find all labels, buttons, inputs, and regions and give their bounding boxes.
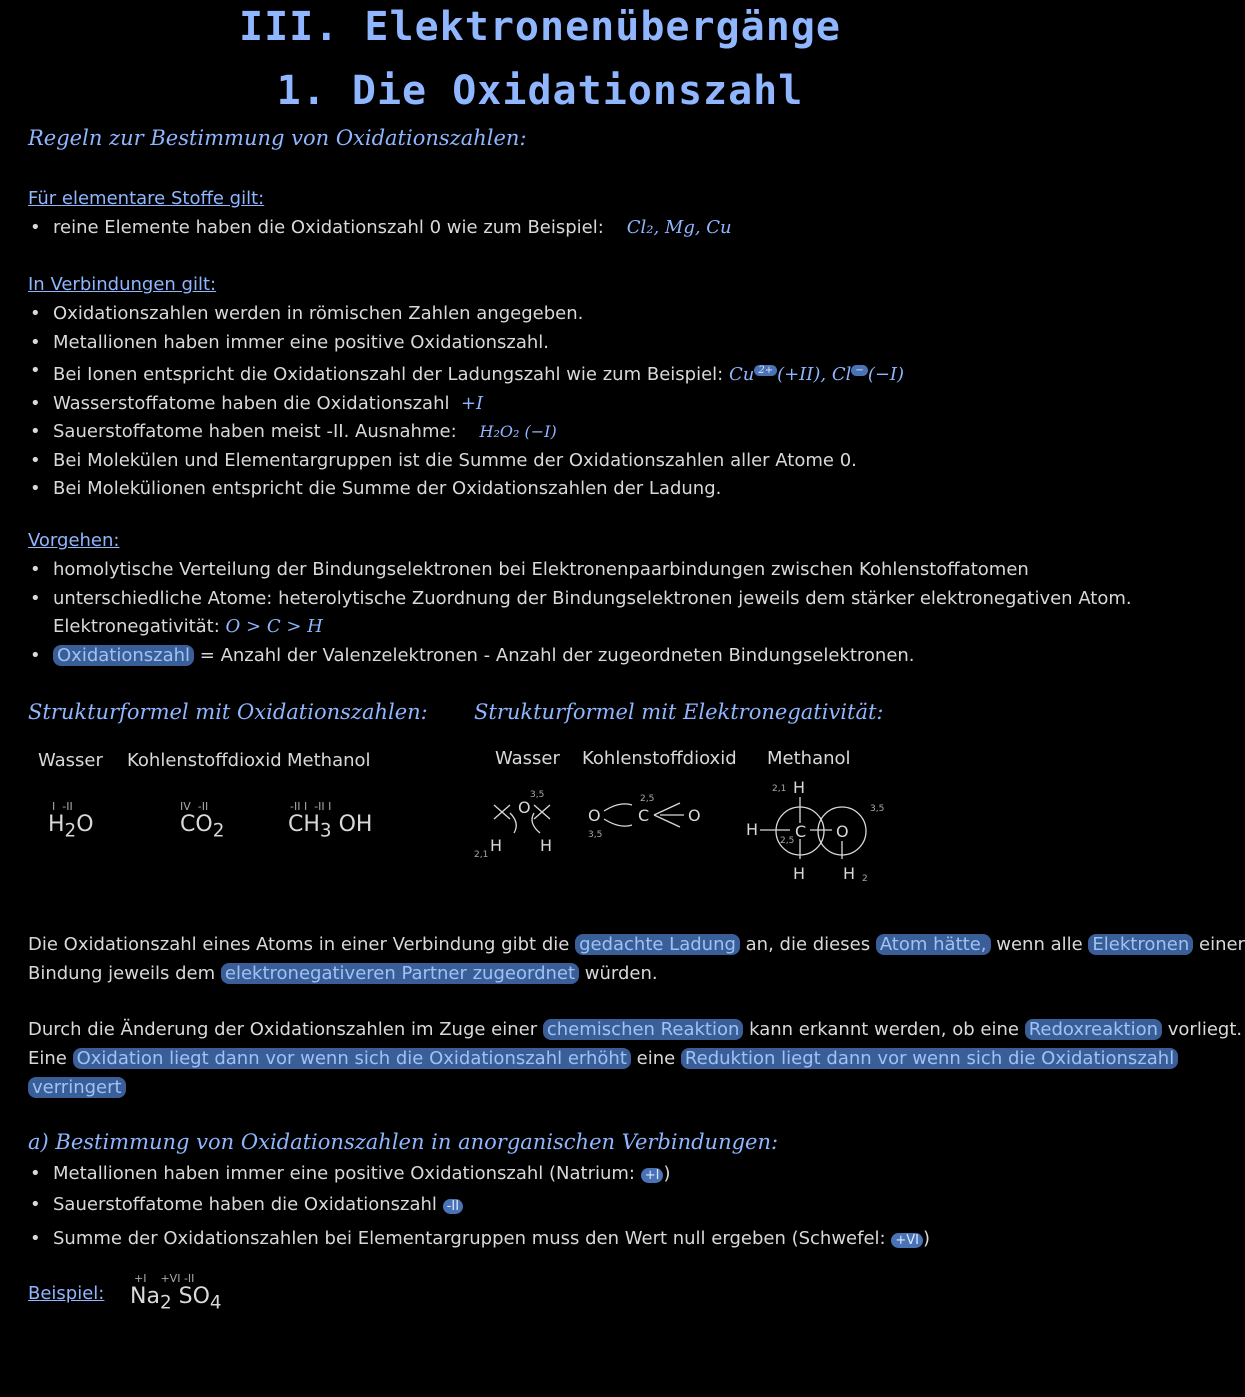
water-h2: H (540, 836, 553, 855)
list-item: • Bei Ionen entspricht die Oxidationszahl der Ladungszahl wie zum Beispiel: Cu $^{2+}$ (+II), Cl − (−I) (28, 357, 904, 390)
list-item: • Metallionen haben immer eine positive Oxidationszahl (Natrium: +I ) (28, 1160, 930, 1191)
title-line-2: 1. Die Oxidationszahl (276, 68, 804, 114)
methanol-en-o: 3,5 (870, 804, 885, 814)
title-line-1: III. Elektronenübergänge (239, 4, 841, 50)
list-item: • Sauerstoffatome haben meist -II. Ausnahme: H₂O₂ (−I) (28, 418, 904, 447)
structures-en-heading: Strukturformel mit Elektronegativität: (474, 700, 884, 724)
list-item: • Summe der Oxidationszahlen bei Elementargruppen muss den Wert null ergeben (Schwefel: +VI ) (28, 1225, 930, 1256)
methanol-structure (746, 778, 884, 884)
procedure-heading: Vorgehen: (28, 530, 120, 551)
structures-ox-heading: Strukturformel mit Oxidationszahlen: (28, 700, 428, 724)
water-structure (474, 790, 552, 860)
list-item: • Bei Molekülen und Elementargruppen ist die Summe der Oxidationszahlen aller Atome 0. (28, 447, 904, 476)
co2-en-c: 2,5 (640, 794, 655, 804)
definition-paragraph: Die Oxidationszahl eines Atoms in einer Verbindung gibt die gedachte Ladung an, die dieses Atom hätte, wenn alle Elektronen einer Bindung jeweils dem elektronegativeren Partner zugeordnet würden. (28, 934, 1245, 984)
water-en-h: 2,1 (474, 850, 489, 860)
list-item: • homolytische Verteilung der Bindungselektronen bei Elektronenpaarbindungen zwischen Kohlenstoffatomen (28, 556, 1132, 585)
methanol-en-h: 2,1 (772, 784, 787, 794)
elemental-list (28, 214, 732, 243)
elemental-example: Cl₂, Mg, Cu (626, 217, 732, 238)
label-methanol: Methanol (287, 750, 371, 771)
co2-structure (588, 794, 701, 840)
co2-c: C (638, 806, 650, 825)
list-item: • Oxidationszahl = Anzahl der Valenzelektronen - Anzahl der zugeordneten Bindungselektronen. (28, 642, 1132, 671)
inorganic-list (28, 1160, 930, 1256)
list-item: • reine Elemente haben die Oxidationszahl 0 wie zum Beispiel: Cl₂, Mg, Cu (28, 214, 732, 243)
label-water: Wasser (38, 750, 103, 771)
methanol-o: O (836, 822, 849, 841)
inorganic-heading: a) Bestimmung von Oxidationszahlen in anorganischen Verbindungen: (28, 1130, 779, 1154)
label-water-en: Wasser (495, 748, 560, 769)
water-en-o: 3,5 (530, 790, 545, 800)
methanol-c: C (795, 822, 807, 841)
list-item: • Oxidationszahlen werden in römischen Zahlen angegeben. (28, 300, 904, 329)
list-item: • Metallionen haben immer eine positive Oxidationszahl. (28, 329, 904, 358)
procedure-list (28, 556, 1132, 670)
co2-en-o: 3,5 (588, 830, 603, 840)
list-item: • Sauerstoffatome haben die Oxidationszahl -II (28, 1191, 930, 1222)
methanol-en-c: 2,5 (780, 836, 795, 846)
methanol-h-top: H (793, 778, 806, 797)
methanol-sub-2: 2 (862, 874, 868, 884)
electronegativity-structures (470, 775, 900, 885)
list-item: • unterschiedliche Atome: heterolytische Zuordnung der Bindungselektronen jeweils dem stärker elektronegativen Atom. (28, 585, 1132, 614)
elemental-heading: Für elementare Stoffe gilt: (28, 188, 265, 209)
example-formula: +I +VI -II $Na_2$ $SO_4$ (130, 1272, 222, 1314)
ion-example: Cu $^{2+}$ (+II), Cl − (−I) (728, 364, 905, 385)
label-co2: Kohlenstoffdioxid (127, 750, 282, 771)
redox-paragraph: Durch die Änderung der Oxidationszahlen im Zuge einer chemischen Reaktion kann erkannt werden, ob eine Redoxreaktion vorliegt. Eine Oxidation liegt dann vor wenn sich die Oxidationszahl erhöht eine Reduktion liegt dann vor wenn sich die Oxidationszahl verringert (28, 1019, 1243, 1098)
label-co2-en: Kohlenstoffdioxid (582, 748, 737, 769)
rules-heading: Regeln zur Bestimmung von Oxidationszahlen: (28, 126, 527, 150)
list-item: • Wasserstoffatome haben die Oxidationszahl +I (28, 390, 904, 419)
methanol-h-bottom: H (793, 864, 806, 883)
methanol-h-oh: H (843, 864, 856, 883)
water-o: O (518, 798, 531, 817)
list-item: • Bei Molekülionen entspricht die Summe der Oxidationszahlen der Ladung. (28, 475, 904, 504)
compounds-heading: In Verbindungen gilt: (28, 274, 217, 295)
list-item: Elektronegativität: O > C > H (53, 616, 323, 637)
co2-o2: O (688, 806, 701, 825)
co2-o1: O (588, 806, 601, 825)
water-h1: H (490, 836, 503, 855)
example-label: Beispiel: (28, 1283, 105, 1304)
methanol-h-left: H (746, 820, 759, 839)
label-methanol-en: Methanol (767, 748, 851, 769)
compounds-list (28, 300, 904, 504)
